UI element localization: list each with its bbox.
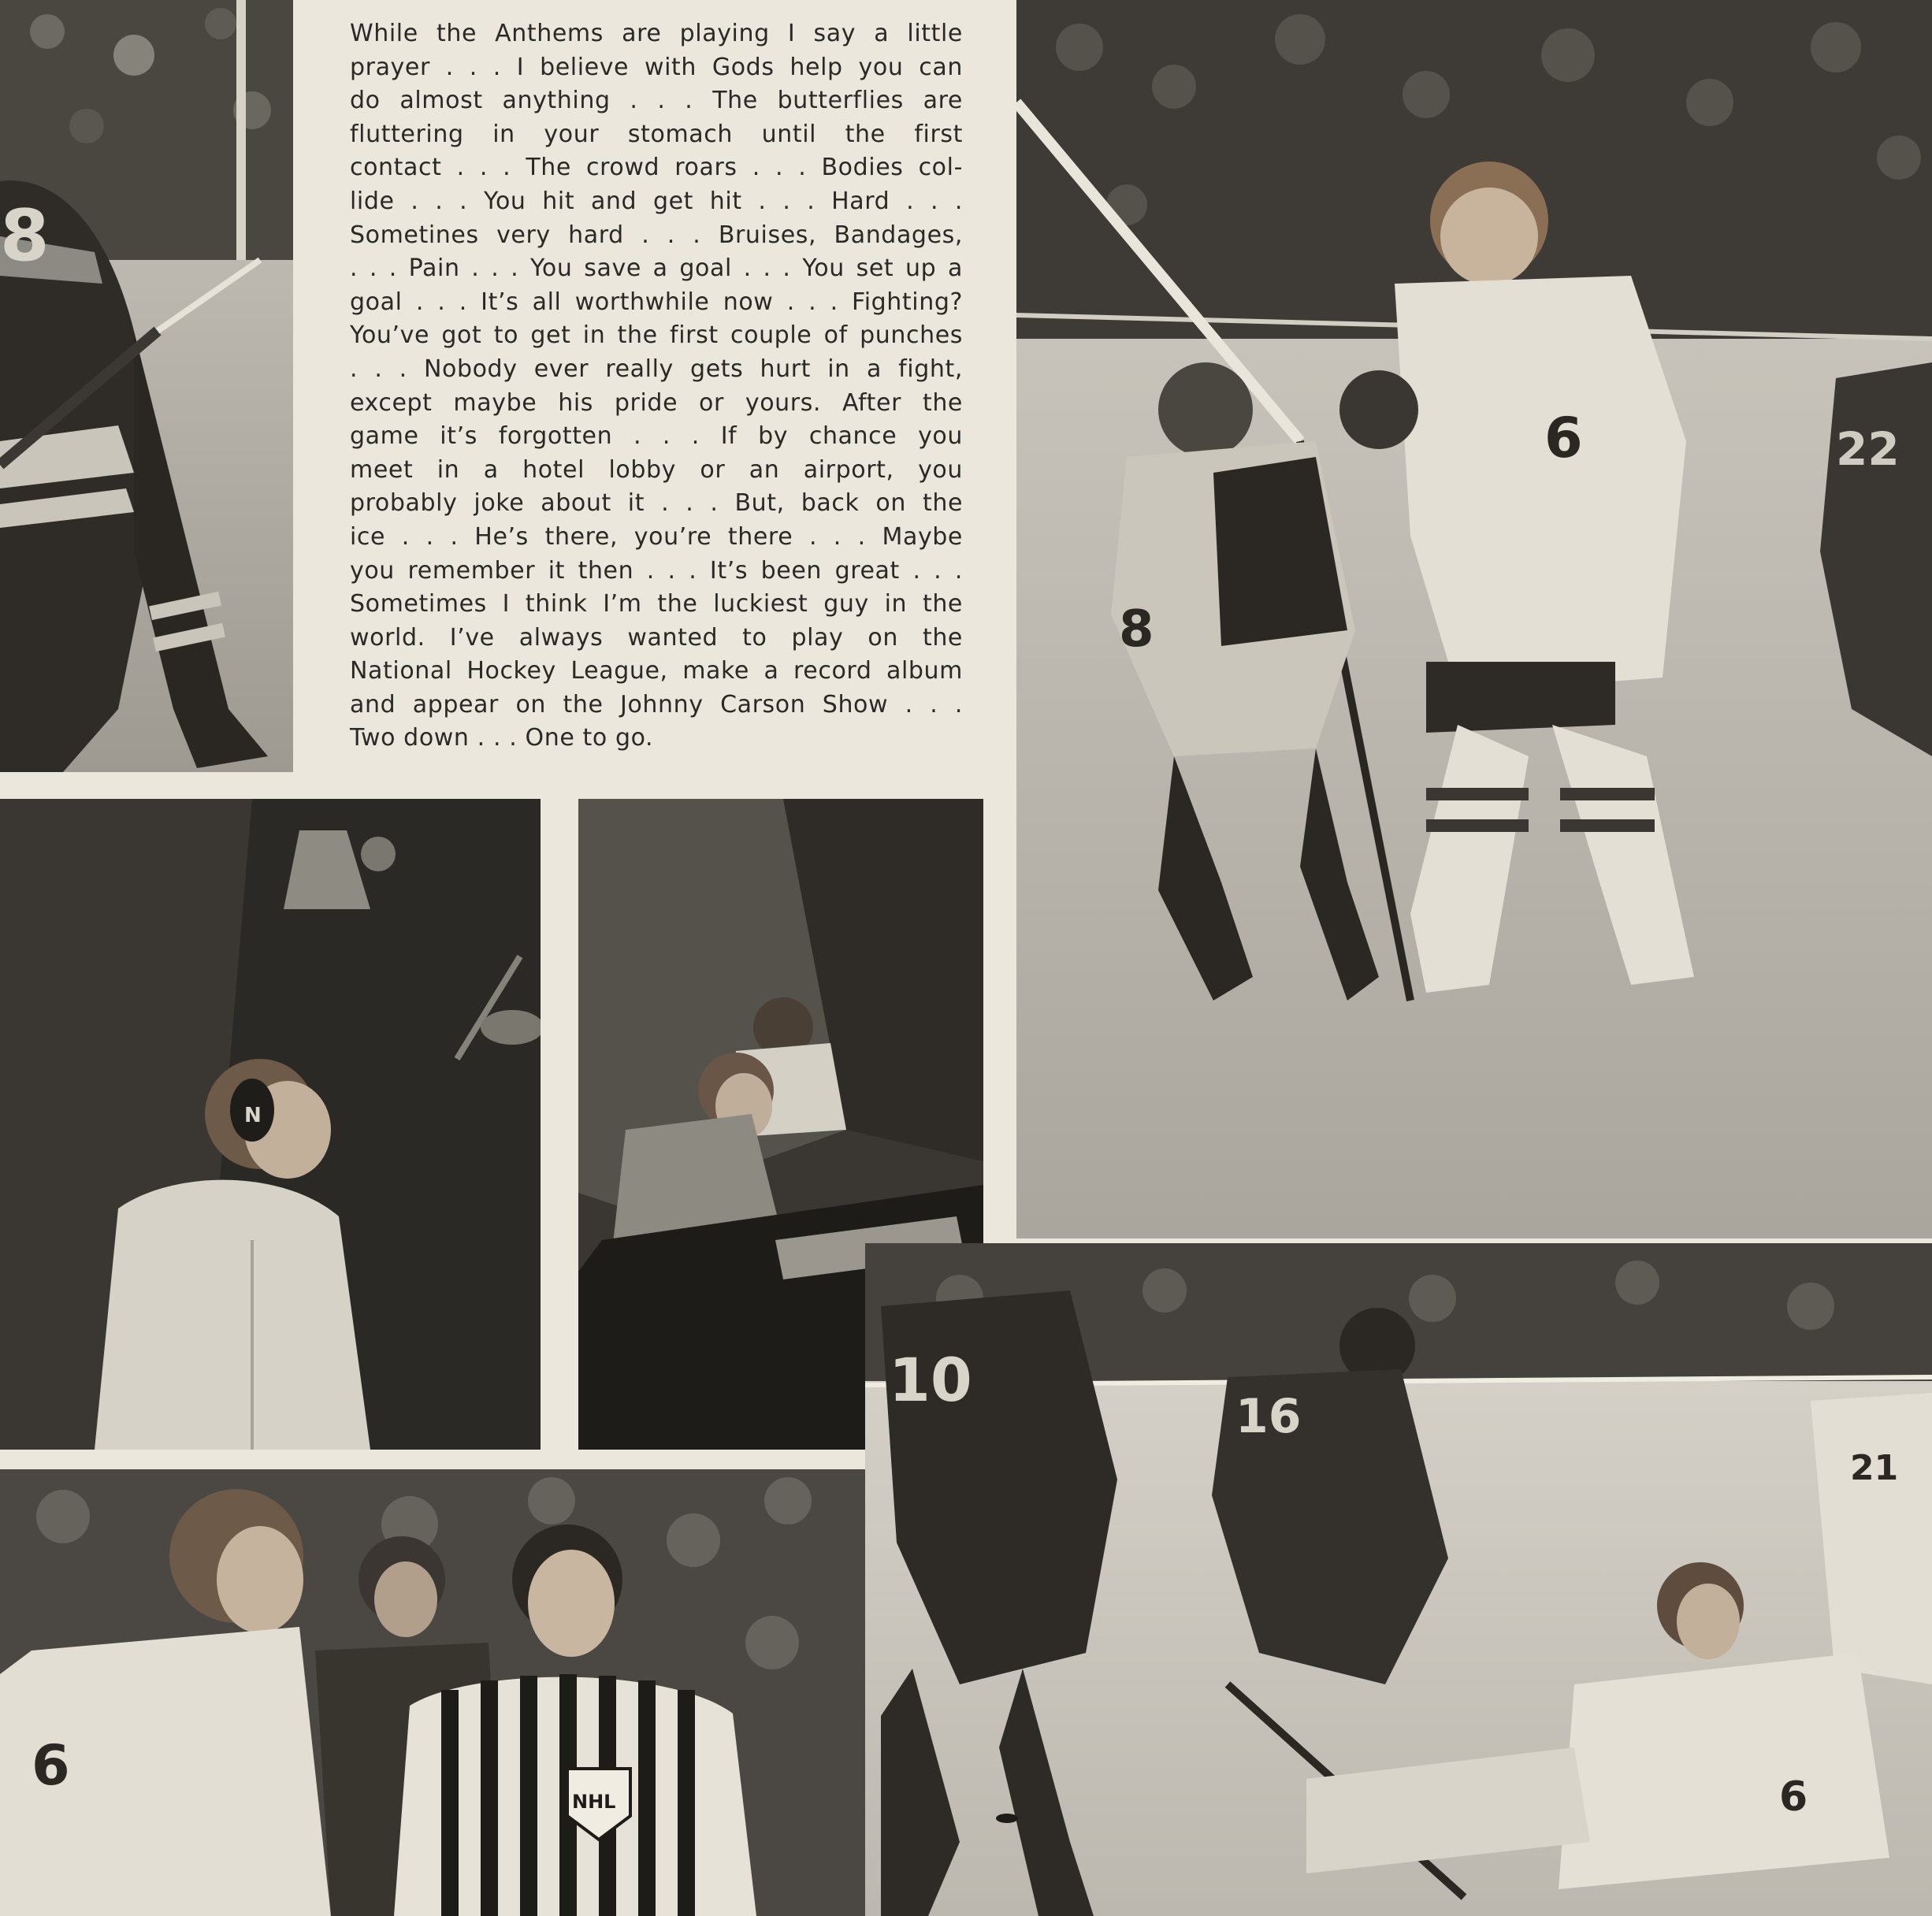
photo-top-left-player [0, 0, 293, 772]
article-line: world. I’ve always wanted to play on the [350, 623, 963, 652]
photo-bottom-left-image [0, 1469, 865, 1916]
referee-crest: NHL [572, 1791, 616, 1813]
photo-top-right-image [1016, 0, 1932, 1238]
jersey-number-back: 22 [1836, 422, 1900, 476]
photo-bottom-right-image [865, 1243, 1932, 1916]
photo-top-right-players [1016, 0, 1932, 1238]
article-text [350, 17, 963, 756]
article-line: except maybe his pride or yours. After the [350, 388, 963, 417]
article-line: fluttering in your stomach until the first [350, 120, 963, 148]
article-line: . . . Nobody ever really gets hurt in a fight, [350, 355, 963, 383]
article-line: ice . . . He’s there, you’re there . . . Maybe [350, 522, 963, 551]
photo-bottom-left-referee [0, 1469, 865, 1916]
jersey-number: 10 [889, 1345, 972, 1415]
article-line: Sometimes I think I’m the luckiest guy in the [350, 590, 963, 618]
photo-bottom-right-action [865, 1243, 1932, 1916]
photo-studio-singer [0, 799, 541, 1450]
photo-top-left-image [0, 0, 293, 772]
article-line: goal . . . It’s all worthwhile now . . . Fighting? [350, 288, 963, 316]
article-line: While the Anthems are playing I say a little [350, 20, 963, 47]
article-line: National Hockey League, make a record album [350, 657, 963, 685]
article-line: meet in a hotel lobby or an airport, you [350, 455, 963, 484]
article-line: contact . . . The crowd roars . . . Bodies col- [350, 154, 963, 182]
photo-studio-singer-image [0, 799, 541, 1450]
article-line: lide . . . You hit and get hit . . . Hard . . . [350, 187, 963, 215]
article-line: you remember it then . . . It’s been great . . . [350, 556, 963, 585]
article-line: do almost anything . . . The butterflies are [350, 87, 963, 115]
svg-text:8: 8 [1119, 600, 1154, 659]
jersey-number: 16 [1235, 1389, 1302, 1444]
article-line: and appear on the Johnny Carson Show . . . [350, 690, 963, 718]
article-line: You’ve got to get in the first couple of punches [350, 321, 963, 350]
headphone-badge: N [244, 1104, 262, 1127]
jersey-number: 8 [0, 195, 50, 277]
jersey-number: 6 [32, 1733, 70, 1798]
article-line: Two down . . . One to go. [350, 724, 654, 752]
jersey-number: 6 [1779, 1773, 1808, 1821]
article-line: prayer . . . I believe with Gods help you can [350, 53, 963, 81]
article-line: game it’s forgotten . . . If by chance you [350, 422, 963, 451]
article-line: Sometines very hard . . . Bruises, Bandages, [350, 221, 963, 249]
jersey-number-front: 6 [1544, 406, 1583, 470]
article-line: probably joke about it . . . But, back on the [350, 489, 963, 518]
jersey-number: 21 [1850, 1448, 1899, 1488]
article-line: . . . Pain . . . You save a goal . . . You set up a [350, 254, 963, 283]
article-panel [293, 0, 1016, 799]
